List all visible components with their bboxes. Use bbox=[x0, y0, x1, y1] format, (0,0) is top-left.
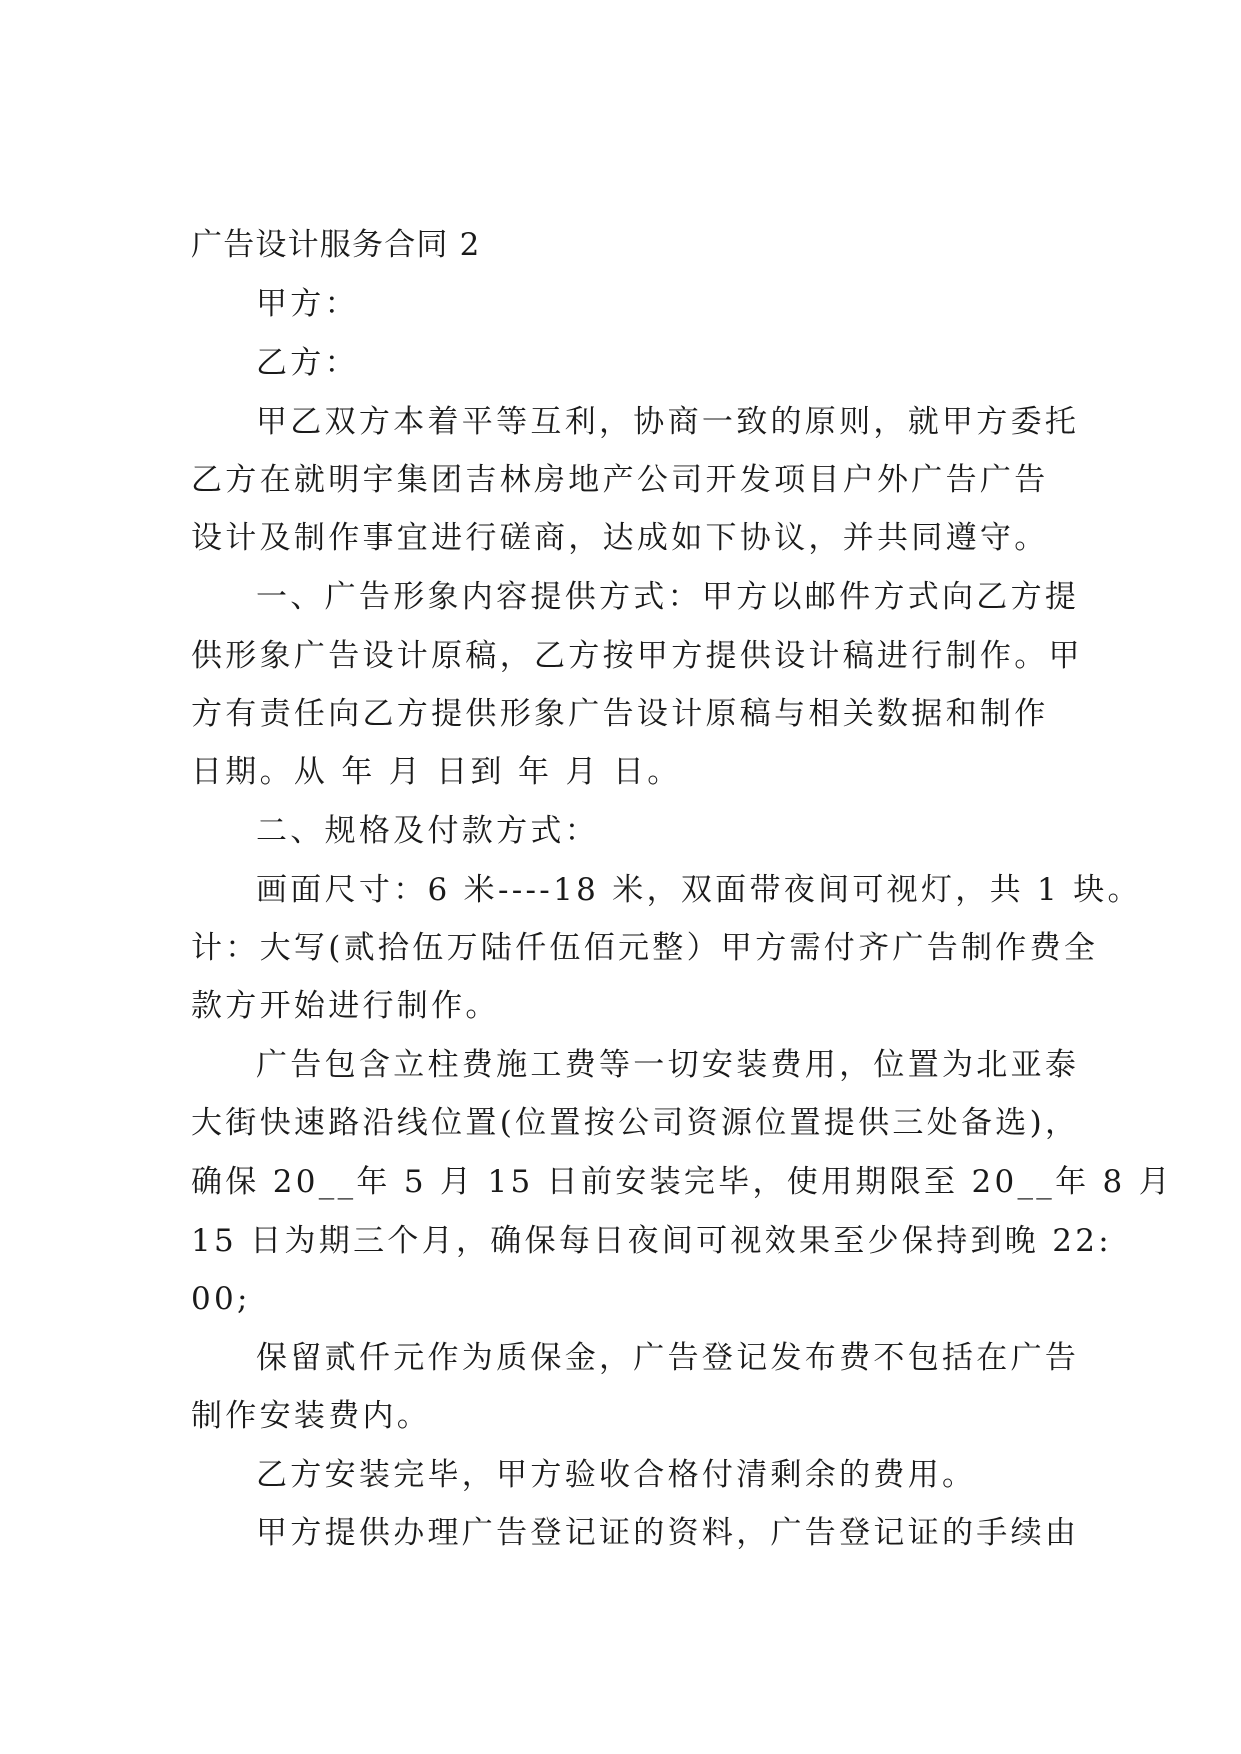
text-line: 大街快速路沿线位置(位置按公司资源位置提供三处备选)， bbox=[191, 1105, 1080, 1141]
text-line: 画面尺寸：6 米----18 米，双面带夜间可视灯，共 1 块。 bbox=[256, 872, 1142, 908]
text-line: 广告包含立柱费施工费等一切安装费用，位置为北亚泰 bbox=[256, 1047, 1080, 1083]
text-line: 供形象广告设计原稿，乙方按甲方提供设计稿进行制作。甲 bbox=[191, 638, 1083, 674]
text-line: 保留贰仟元作为质保金，广告登记发布费不包括在广告 bbox=[256, 1340, 1080, 1376]
text-line: 乙方在就明宇集团吉林房地产公司开发项目户外广告广告 bbox=[191, 462, 1049, 498]
text-line: 计：大写(贰拾伍万陆仟伍佰元整）甲方需付齐广告制作费全 bbox=[191, 930, 1099, 966]
party-a-label: 甲方： bbox=[256, 286, 359, 322]
text-line: 乙方安装完毕，甲方验收合格付清剩余的费用。 bbox=[256, 1457, 977, 1493]
text-line: 设计及制作事宜进行磋商，达成如下协议，并共同遵守。 bbox=[191, 520, 1049, 556]
text-line: 方有责任向乙方提供形象广告设计原稿与相关数据和制作 bbox=[191, 696, 1049, 732]
document-title: 广告设计服务合同 2 bbox=[191, 227, 481, 263]
text-line: 制作安装费内。 bbox=[191, 1398, 432, 1434]
text-line: 甲乙双方本着平等互利，协商一致的原则，就甲方委托 bbox=[256, 404, 1080, 440]
section-heading: 一、广告形象内容提供方式：甲方以邮件方式向乙方提 bbox=[256, 579, 1080, 615]
party-b-label: 乙方： bbox=[256, 345, 359, 381]
text-line: 确保 20__年 5 月 15 日前安装完毕，使用期限至 20__年 8 月 bbox=[191, 1164, 1174, 1200]
text-line: 日期。从 年 月 日到 年 月 日。 bbox=[191, 754, 682, 790]
text-line: 00; bbox=[191, 1281, 251, 1317]
text-line: 甲方提供办理广告登记证的资料，广告登记证的手续由 bbox=[256, 1515, 1080, 1551]
section-heading: 二、规格及付款方式： bbox=[256, 813, 599, 849]
text-line: 15 日为期三个月，确保每日夜间可视效果至少保持到晚 22: bbox=[191, 1223, 1113, 1259]
text-line: 款方开始进行制作。 bbox=[191, 988, 500, 1024]
